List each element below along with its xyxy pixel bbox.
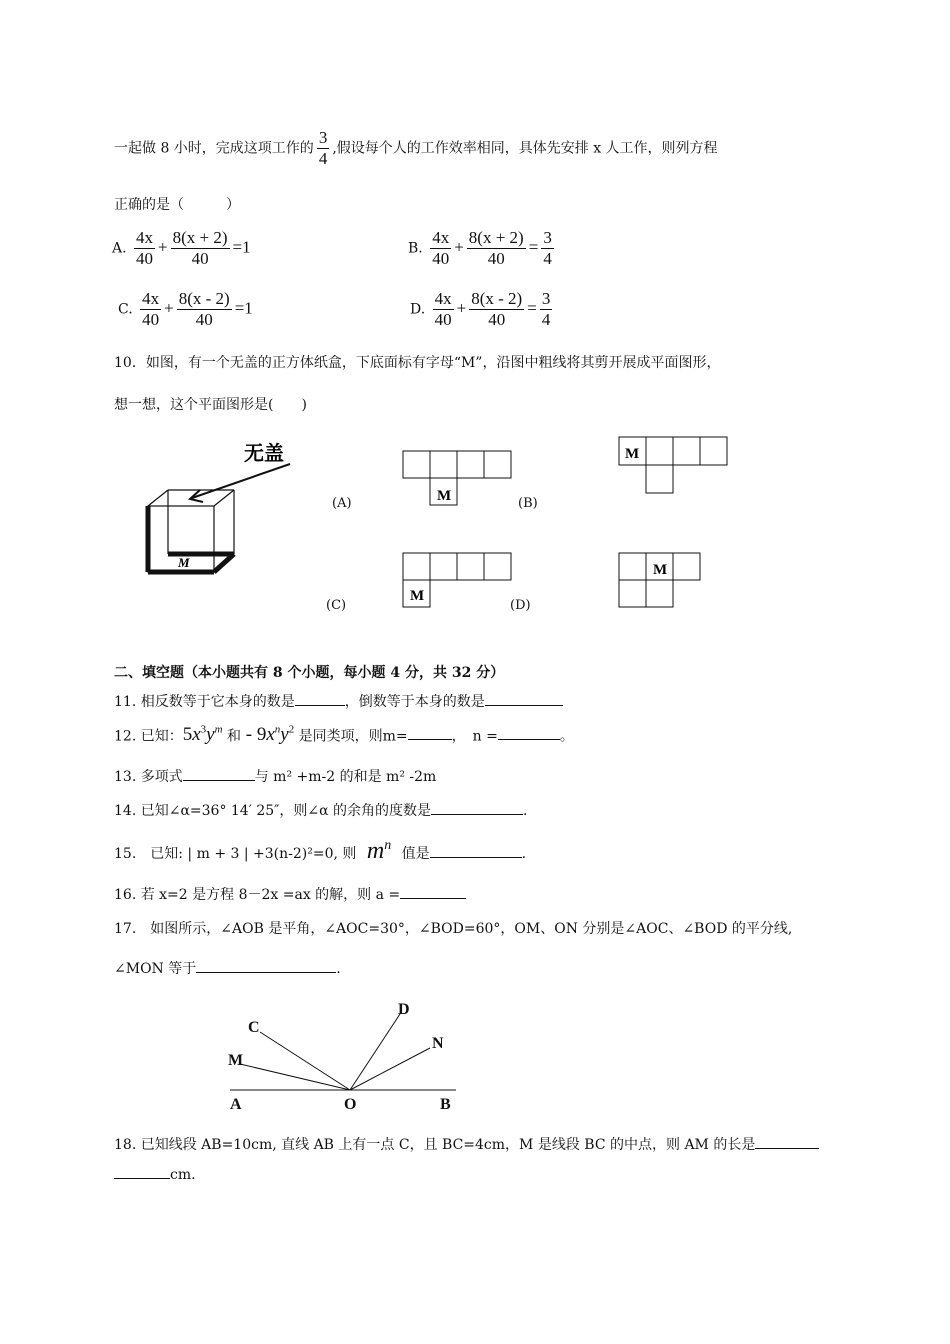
net-d[interactable] <box>618 552 702 608</box>
q14-blank[interactable] <box>431 800 523 815</box>
q9-option-d[interactable]: D. $\frac{4x}{40}$ + $\frac{8(x - 2)}{40}$ = $\frac{3}{4}$ <box>410 289 551 329</box>
section-2-heading: 二、填空题（本小题共有 8 个小题，每小题 4 分，共 32 分） <box>114 665 505 681</box>
q9-stem-line2: 正确的是（ ） <box>114 197 240 213</box>
q9-text-a: 一起做 8 小时，完成这项工作的 <box>114 140 314 157</box>
point-b: B <box>440 1096 451 1113</box>
net-b-letter: M <box>625 446 640 462</box>
ray-on <box>350 1048 430 1090</box>
q11: 11. 相反数等于它本身的数是 ，倒数等于本身的数是 <box>114 691 563 711</box>
ray-oc <box>260 1032 350 1090</box>
q12: 12. 已知：$5x^3y^m$ 和 - $9x^ny^2$ 是同类项，则m= ， n = 。 <box>114 724 574 746</box>
q9-option-b[interactable]: B. $\frac{4x}{40}$ + $\frac{8(x + 2)}{40}$ = $\frac{3}{4}$ <box>408 228 552 268</box>
q10-stem-line1: 10．如图，有一个无盖的正方体纸盒，下底面标有字母“M”，沿图中粗线将其剪开展成平面图形， <box>114 355 721 371</box>
q9-option-a[interactable]: A. $\frac{4x}{40}$ + $\frac{8(x + 2)}{40}$ =1 <box>112 228 251 268</box>
point-n: N <box>432 1035 444 1052</box>
q12-blank-n[interactable] <box>498 725 560 740</box>
q9-stem-line1 <box>114 128 718 169</box>
q18-line2: cm. <box>114 1164 196 1183</box>
point-m: M <box>228 1052 244 1069</box>
point-o: O <box>344 1096 357 1113</box>
q12-term-1: $5x^3y^m$ <box>182 724 223 746</box>
point-d: D <box>398 1001 410 1018</box>
cube-figure <box>140 436 310 578</box>
q11-blank-2[interactable] <box>485 691 563 706</box>
q18-line1: 18. 已知线段 AB=10cm, 直线 AB 上有一点 C，且 BC=4cm，M 是线段 BC 的中点，则 AM 的长是 <box>114 1134 819 1154</box>
net-d-letter: M <box>653 562 668 578</box>
angle-figure <box>222 994 472 1114</box>
q9-text-b: ,假设每个人的工作效率相同，具体先安排 x 人工作，则列方程 <box>332 140 718 157</box>
cube-bottom-letter: M <box>178 555 190 570</box>
q12-term-2: - $9x^ny^2$ <box>241 724 295 746</box>
point-c: C <box>248 1019 260 1036</box>
q18-blank-2[interactable] <box>114 1164 170 1179</box>
q9-fraction: $\frac{3}{4}$ <box>318 128 328 168</box>
q15-m-power-n: $m^n$ <box>366 838 392 864</box>
net-a-letter: M <box>437 488 452 504</box>
q17-line2: ∠MON 等于 . <box>114 958 341 978</box>
q18-blank-1[interactable] <box>755 1134 819 1149</box>
q14: 14. 已知∠α=36° 14′ 25″，则∠α 的余角的度数是 . <box>114 800 527 820</box>
point-a: A <box>230 1096 242 1113</box>
net-c-letter: M <box>410 588 425 604</box>
ray-od <box>350 1014 400 1090</box>
q13: 13. 多项式 与 m² +m-2 的和是 m² -2m <box>114 766 436 786</box>
q10-stem-line2: 想一想，这个平面图形是( ) <box>114 397 307 413</box>
q16-blank[interactable] <box>400 884 466 899</box>
q16: 16. 若 x=2 是方程 8－2x =ax 的解，则 a = <box>114 884 466 904</box>
arrow-line <box>192 464 290 498</box>
label-b: (B) <box>518 496 538 511</box>
q13-blank[interactable] <box>183 766 255 781</box>
label-c: (C) <box>326 598 347 613</box>
q17-blank[interactable] <box>196 958 336 973</box>
cube-bold-edges <box>148 506 234 572</box>
label-d: (D) <box>510 598 531 613</box>
q15: 15. 已知: | m + 3 | +3(n-2)²=0, 则 $m^n$ 值是 . <box>114 838 527 864</box>
label-a: (A) <box>332 496 352 511</box>
q9-option-c[interactable]: C. $\frac{4x}{40}$ + $\frac{8(x - 2)}{40}$ =1 <box>118 289 253 329</box>
q15-blank[interactable] <box>430 843 522 858</box>
q12-blank-m[interactable] <box>408 725 452 740</box>
net-c[interactable] <box>402 552 514 608</box>
q11-blank-1[interactable] <box>295 691 345 706</box>
q17-line1: 17. 如图所示，∠AOB 是平角，∠AOC=30°，∠BOD=60°，OM、ON 分别是∠AOC、∠BOD 的平分线, <box>114 921 793 937</box>
cube-outline <box>148 490 234 572</box>
cube-label-wugai: 无盖 <box>244 443 284 465</box>
ray-om <box>240 1064 350 1090</box>
net-b[interactable] <box>618 436 730 494</box>
net-a[interactable] <box>402 450 514 506</box>
